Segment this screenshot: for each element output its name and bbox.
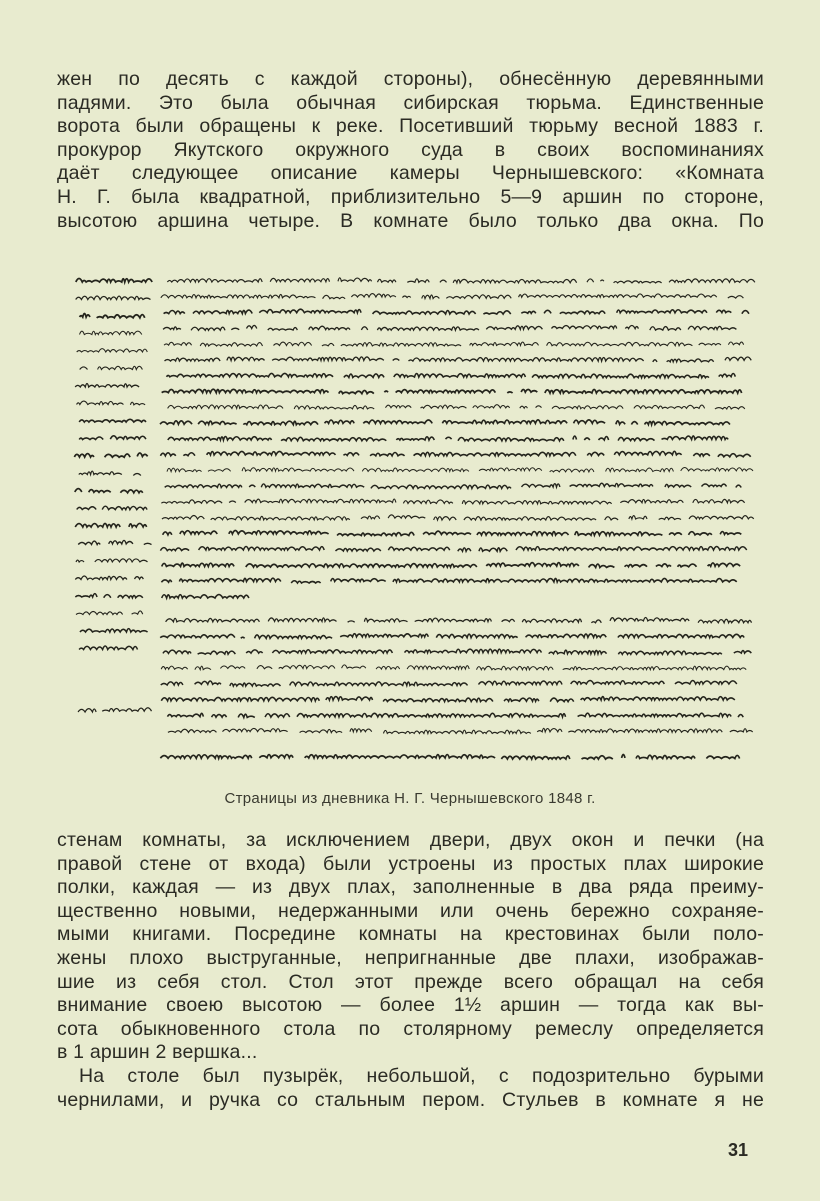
handwriting-stroke [79,646,147,649]
text-line: в 1 аршин 2 вершка... [57,1041,258,1064]
handwriting-stroke [164,342,744,346]
text-line: сота обыкновенного стола по столярному ремеслу определяется [57,1017,764,1040]
handwriting-stroke [160,451,750,457]
handwriting-stroke [75,523,146,527]
handwriting-stroke [76,559,147,562]
top-paragraph [57,68,764,233]
handwriting-stroke [161,665,746,670]
handwriting-stroke [161,294,744,299]
handwriting-stroke [160,755,739,760]
handwriting-stroke [80,314,145,318]
text-line: даёт следующее описание камеры Чернышевского: «Комната [57,162,764,185]
handwriting-stroke [80,366,143,369]
handwriting-stroke [165,357,762,362]
handwriting-stroke [162,563,749,568]
handwriting-stroke [77,401,146,405]
handwriting-stroke [74,453,147,457]
handwriting-stroke [168,405,745,409]
handwriting-stroke [76,296,151,300]
handwriting-stroke [77,349,148,352]
handwriting-stroke [75,576,150,580]
handwriting-stroke [162,389,753,393]
handwriting-stroke [160,547,746,552]
handwriting-stroke [167,713,743,717]
handwriting-stroke [160,420,740,425]
text-line: Н. Г. была квадратной, приблизительно 5—9 аршин по стороне, [57,185,764,208]
handwriting-stroke [167,468,753,472]
handwriting-stroke [76,611,143,615]
handwriting-stroke [161,681,744,687]
handwriting-stroke [78,540,151,544]
handwriting-stroke [80,629,148,632]
handwriting-stroke [168,728,753,733]
page-number: 31 [728,1140,749,1160]
handwriting-stroke [165,483,748,488]
handwriting-stroke [163,531,742,536]
handwriting-stroke [161,499,744,504]
handwriting-stroke [79,471,141,475]
handwriting-stroke [161,578,743,583]
handwriting-stroke [167,373,736,377]
handwriting-stroke [75,489,143,493]
handwriting-stroke [163,325,736,330]
text-line: шие из себя стол. Стол этот прежде всего обращал на себя [57,970,764,993]
text-line: ворота были обращены к реке. Посетивший тюрьму весной 1883 г. [57,115,764,138]
text-line: щественно новыми, недержанными или очень бережно сохраняе- [57,899,764,922]
figure-caption: Страницы из дневника Н. Г. Чернышевского 1848 г. [224,790,596,807]
text-line: чернилами, и ручка со стальным пером. Стульев в комнате я не [57,1088,764,1111]
handwriting-stroke [166,618,752,623]
text-line: стенам комнаты, за исключением двери, двух окон и печки (на [57,829,764,851]
handwriting-stroke [75,384,150,387]
text-line: полки, каждая — из двух плах, заполненные в два ряда преиму- [57,876,764,899]
text-line: прокурор Якутского окружного суда в своих воспоминаниях [57,138,764,161]
handwriting-stroke [79,419,146,422]
bottom-paragraph [57,829,764,1112]
handwriting-stroke [162,595,249,598]
text-line: На столе был пузырёк, небольшой, с подозрительно бурыми [79,1064,764,1087]
handwriting-stroke [163,649,751,654]
diary-manuscript-image [68,268,768,788]
handwriting-stroke [161,697,734,702]
text-line: жен по десять с каждой стороны), обнесённую деревянными [57,68,764,90]
text-line: жены плохо выструганные, непригнанные две плахи, изображав- [57,946,764,969]
text-line: падями. Это была обычная сибирская тюрьма. Единственные [57,91,764,114]
text-line: мыми книгами. Посредине комнаты на крестовинах были поло- [57,923,764,946]
handwriting-stroke [80,331,142,334]
handwriting-stroke [78,708,151,712]
handwriting-stroke [164,309,749,314]
text-line: правой стене от входа) были устроены из простых плах широкие [57,852,764,875]
text-line: внимание своею высотою — более 1½ аршин — тогда как вы- [57,994,764,1017]
handwriting-stroke [79,436,146,440]
handwriting-stroke [168,436,740,441]
handwriting-stroke [75,594,142,598]
handwriting-stroke [77,506,147,509]
text-line: высотою аршина четыре. В комнате было только два окна. По [57,209,764,232]
handwriting-stroke [76,279,152,282]
handwriting-stroke [162,515,754,520]
handwriting-stroke [160,634,744,639]
handwriting-stroke [167,278,755,283]
